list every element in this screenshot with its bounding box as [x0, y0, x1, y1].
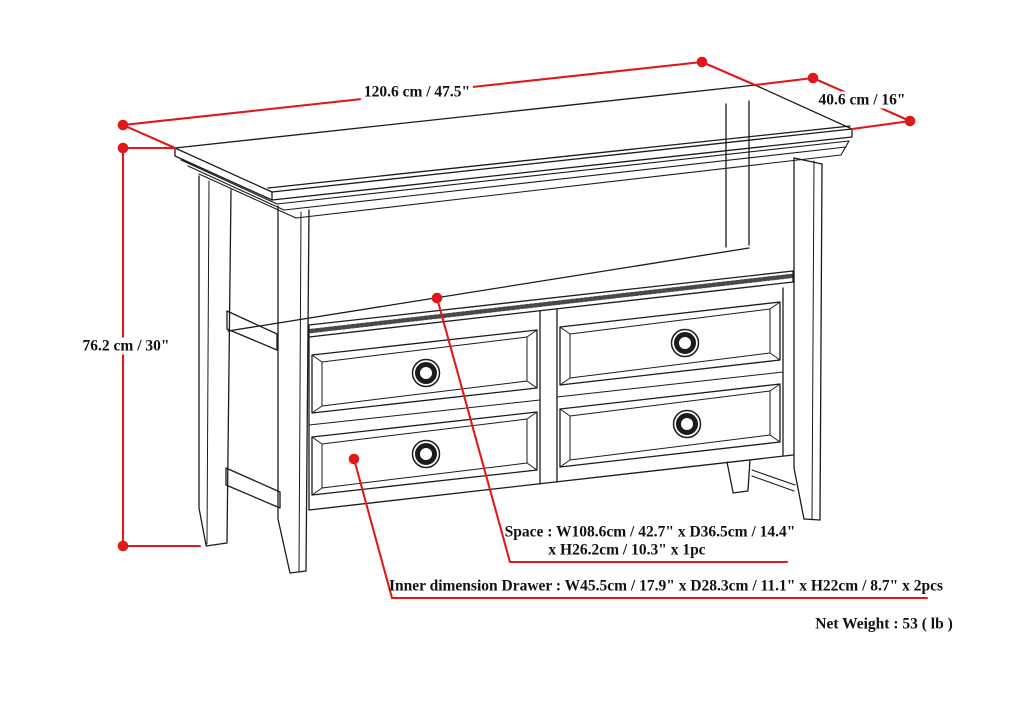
leader-anchor-dot: [432, 293, 443, 304]
leader-anchor-dot: [349, 454, 360, 465]
dimension-endpoint-dot: [118, 541, 129, 552]
space-spec-label-line2: x H26.2cm / 10.3" x 1pc: [548, 541, 706, 559]
tabletop: [175, 85, 852, 200]
furniture-outline: [175, 85, 852, 573]
drawer-pull-icon: [672, 330, 699, 357]
back-left-leg: [199, 176, 231, 546]
back-right-leg-foot: [727, 460, 750, 493]
inner-drawer-spec-label: Inner dimension Drawer : W45.5cm / 17.9" x D28.3cm / 11.1" x H22cm / 8.7" x 2pcs: [388, 577, 944, 595]
space-spec-label-line1: Space : W108.6cm / 42.7" x D36.5cm / 14.4": [504, 523, 796, 541]
dimension-endpoint-dot: [697, 57, 708, 68]
height-dimension-label: 76.2 cm / 30": [80, 338, 173, 355]
front-right-leg: [794, 158, 822, 520]
dimension-endpoint-dot: [118, 120, 129, 131]
left-side-rails: [226, 311, 280, 508]
dimension-endpoint-dot: [808, 73, 819, 84]
drawer-pull-icon: [413, 441, 440, 468]
drawer-bottom-right: [560, 384, 780, 467]
front-left-leg: [278, 206, 309, 573]
drawer-pull-icon: [674, 411, 701, 438]
width-dimension-line: [123, 62, 755, 148]
space-leader-line: [437, 298, 787, 562]
drawer-pull-icon: [413, 360, 440, 387]
drawer-top-left: [312, 330, 537, 413]
dimension-annotations: [118, 57, 927, 598]
right-side-rail: [752, 470, 795, 491]
drawer-bottom-left: [312, 412, 537, 495]
dimension-endpoint-dot: [118, 143, 129, 154]
dimension-endpoint-dot: [905, 116, 916, 127]
width-dimension-label: 120.6 cm / 47.5": [361, 84, 473, 101]
beaded-molding: [309, 271, 793, 337]
drawer-top-right: [560, 302, 780, 385]
net-weight-label: Net Weight : 53 ( lb ): [815, 615, 953, 633]
depth-dimension-label: 40.6 cm / 16": [816, 92, 909, 109]
